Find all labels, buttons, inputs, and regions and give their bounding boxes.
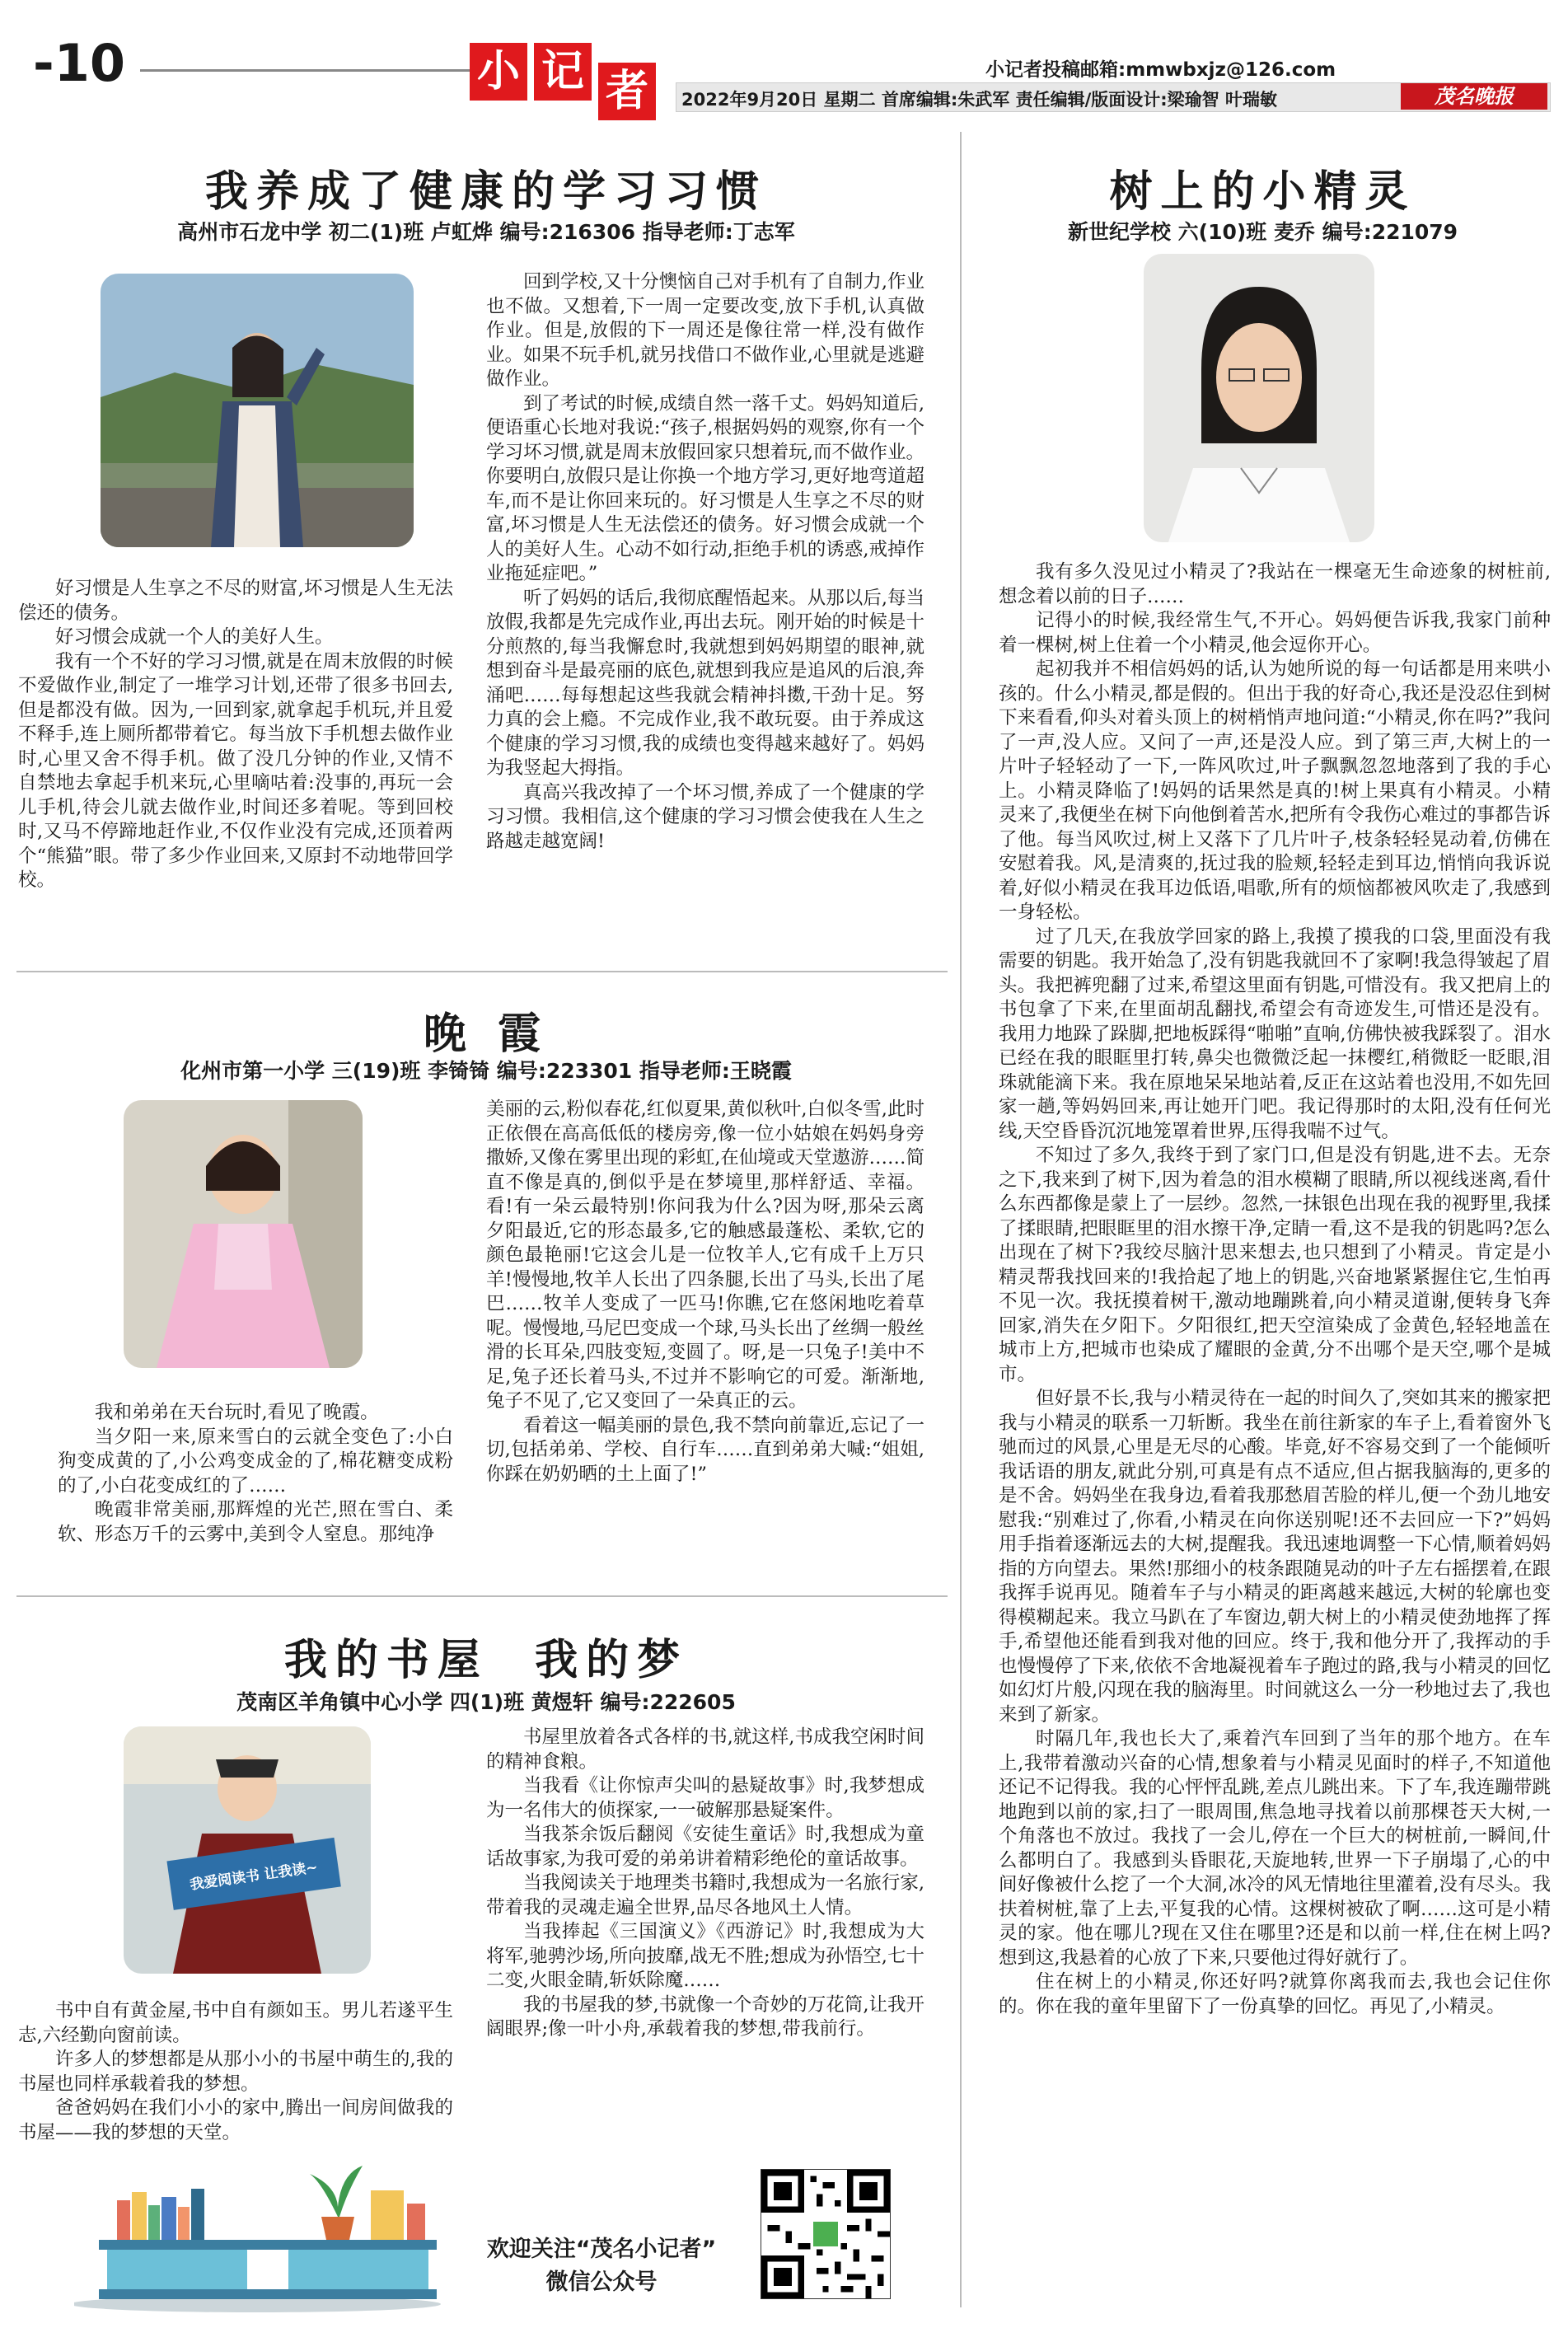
paragraph: 我的书屋我的梦,书就像一个奇妙的万花筒,让我开阔眼界;像一叶小舟,承载着我的梦想,带我前行。 [486, 1993, 924, 2040]
section-divider [16, 1595, 948, 1597]
section-divider [16, 971, 948, 972]
article-bookhouse-photo [124, 1726, 371, 1974]
submission-email: 小记者投稿邮箱:mmwbxjz@126.com [985, 59, 1336, 81]
article-habit-photo [101, 274, 414, 547]
article-sprite-photo [1144, 254, 1374, 542]
article-habit-col2 [486, 270, 924, 854]
paragraph: 不知过了多久,我终于到了家门口,但是没有钥匙,进不去。无奈之下,我来到了树下,因为着急的泪水模糊了眼睛,所以视线迷离,看什么东西都像是蒙上了一层纱。忽然,一抹银色出现在我的视野里,我揉了揉眼睛,把眼眶里的泪水擦干净,定睛一看,这不是我的钥匙吗?怎么出现在了树下?我绞尽脑汁思来想去,也只想到了小精灵。肯定是小精灵帮我找回来的!我拾起了地上的钥匙,兴奋地紧紧握住它,生怕再不见一次。我抚摸着树干,激动地蹦跳着,向小精灵道谢,便转身飞奔回家,消失在夕阳下。夕阳很红,把天空渲染成了金黄色,轻轻地盖在城市上方,把城市也染成了耀眼的金黄,分不出哪个是天空,哪个是城市。 [999, 1145, 1551, 1385]
paragraph: 听了妈妈的话后,我彻底醒悟起来。从那以后,每当放假,我都是先完成作业,再出去玩。刚开始的时候是十分煎熬的,每当我懈怠时,我就想到妈妈期望的眼神,就想到奋斗是最亮丽的底色,就想到我应是追风的后浪,奔涌吧……每每想起这些我就会精神抖擞,干劲十足。努力真的会上瘾。不完成作业,我不敢玩耍。由于养成这个健康的学习习惯,我的成绩也变得越来越好了。妈妈为我竖起大拇指。 [486, 587, 924, 779]
paragraph: 美丽的云,粉似春花,红似夏果,黄似秋叶,白似冬雪,此时正依偎在高高低低的楼房旁,像一位小姑娘在妈妈身旁撒娇,又像在雾里出现的彩虹,在仙境或天堂遨游……简直不像是真的,倒似乎是在梦境里,那样舒适、幸福。看!有一朵云最特别!你问我为什么?因为呀,那朵云离夕阳最近,它的形态最多,它的触感最蓬松、柔软,它的颜色最艳丽!它这会儿是一位牧羊人,它有成千上万只羊!慢慢地,牧羊人长出了四条腿,长出了马头,长出了尾巴……牧羊人变成了一匹马!你瞧,它在悠闲地吃着草呢。慢慢地,马尼巴变成一个球,马头长出了丝绸一般丝滑的长耳朵,四肢变短,变圆了。呀,是一只兔子!美中不足,兔子还长着马头,不过并不影响它的可爱。渐渐地,兔子不见了,它又变回了一朵真正的云。 [486, 1098, 924, 1412]
article-habit-col1 [18, 577, 453, 893]
article-sunset-byline: 化州市第一小学 三(19)班 李锜锜 编号:223301 指导老师:王晓霞 [180, 1059, 792, 1083]
paragraph: 我有多久没见过小精灵了?我站在一棵毫无生命迹象的树桩前,想念着以前的日子…… [999, 561, 1551, 607]
article-sunset-title: 晚 霞 [423, 1009, 550, 1059]
paragraph: 时隔几年,我也长大了,乘着汽车回到了当年的那个地方。在车上,我带着激动兴奋的心情,想象着与小精灵见面时的样子,不知道他还记不记得我。我的心怦怦乱跳,差点儿跳出来。下了车,我连蹦带跳地跑到以前的家,扫了一眼周围,焦急地寻找着以前那棵苍天大树,一个角落也不放过。我找了一会儿,停在一个巨大的树桩前,一瞬间,什么都明白了。我感到头昏眼花,天旋地转,世界一下子崩塌了,心的中间好像被什么挖了一个大洞,冰冷的风无情地往里灌着,没有尽头。我扶着树桩,靠了上去,平复我的心情。这棵树被砍了啊……这可是小精灵的家。他在哪儿?现在又住在哪里?还是和以前一样,住在树上吗?想到这,我悬着的心放了下来,只要他过得好就行了。 [999, 1728, 1551, 1969]
page-number: -10 [33, 33, 126, 93]
article-sprite-title: 树上的小精灵 [1109, 166, 1416, 217]
paragraph: 回到学校,又十分懊恼自己对手机有了自制力,作业也不做。又想着,下一周一定要改变,放下手机,认真做作业。但是,放假的下一周还是像往常一样,没有做作业。如果不玩手机,就另找借口不做作业,心里就是逃避做作业。 [486, 271, 924, 390]
paragraph: 住在树上的小精灵,你还好吗?就算你离我而去,我也会记住你的。你在我的童年里留下了一份真挚的回忆。再见了,小精灵。 [999, 1971, 1551, 2017]
paragraph: 当夕阳一来,原来雪白的云就全变色了:小白狗变成黄的了,小公鸡变成金的了,棉花糖变成粉的了,小白花变成红的了…… [58, 1426, 453, 1497]
article-habit-byline: 高州市石龙中学 初二(1)班 卢虹烨 编号:216306 指导老师:丁志军 [177, 220, 795, 244]
paragraph: 起初我并不相信妈妈的话,认为她所说的每一句话都是用来哄小孩的。什么小精灵,都是假的。但出于我的好奇心,我还是没忍住到树下来看看,仰头对着头顶上的树梢悄声地问道:“小精灵,你在吗?”我问了一声,没人应。又问了一声,还是没人应。到了第三声,大树上的一片叶子轻轻动了一下,一阵风吹过,叶子飘飘忽忽地落到了我的手心上。小精灵降临了!妈妈的话果然是真的!树上果真有小精灵。小精灵来了,我便坐在树下向他倒着苦水,把所有令我伤心难过的事都告诉了他。每当风吹过,树上又落下了几片叶子,枝条轻轻晃动着,仿佛在安慰着我。风,是清爽的,抚过我的脸颊,轻轻走到耳边,悄悄向我诉说着,好似小精灵在我耳边低语,唱歌,所有的烦恼都被风吹走了,我感到一身轻松。 [999, 658, 1551, 923]
article-sunset-photo [124, 1100, 363, 1368]
qr-code[interactable] [761, 2169, 891, 2299]
potted-plant-illustration [310, 2166, 363, 2240]
follow-text [461, 2233, 742, 2299]
bookshelf-illustration [74, 2157, 461, 2314]
article-sunset-col1 [58, 1401, 453, 1547]
paragraph: 爸爸妈妈在我们小小的家中,腾出一间房间做我的书屋——我的梦想的天堂。 [18, 2097, 453, 2143]
section-char-1: 小 [470, 43, 527, 101]
article-bookhouse-col1 [18, 1999, 453, 2145]
article-bookhouse-col2 [486, 1726, 924, 2042]
paragraph: 当我捧起《三国演义》《西游记》时,我想成为大将军,驰骋沙场,所向披靡,战无不胜;想成为孙悟空,七十二变,火眼金睛,斩妖除魔…… [486, 1921, 924, 1991]
dateline-text: 2022年9月20日 星期二 首席编辑:朱武军 责任编辑/版面设计:梁瑜智 叶瑞敏 [681, 90, 1277, 110]
article-bookhouse-title: 我的书屋 我的梦 [283, 1635, 689, 1685]
paragraph: 但好景不长,我与小精灵待在一起的时间久了,突如其来的搬家把我与小精灵的联系一刀斩断。我坐在前往新家的车子上,看着窗外飞驰而过的风景,心里是无尽的心酸。毕竟,好不容易交到了一个能倾听我话语的朋友,就此分别,可真是有点不适应,但占据我脑海的,更多的是不舍。妈妈坐在我身边,看着我那愁眉苦脸的样儿,便一个劲儿地安慰我:“别难过了,你看,小精灵在向你送别呢!还不去回应一下?”妈妈用手指着逐渐远去的大树,提醒我。我迅速地调整一下心情,顺着妈妈指的方向望去。果然!那细小的枝条跟随晃动的叶子左右摇摆着,在跟我挥手说再见。随着车子与小精灵的距离越来越远,大树的轮廓也变得模糊起来。我立马趴在了车窗边,朝大树上的小精灵使劲地挥了挥手,希望他还能看到我对他的回应。终于,我和他分开了,我挥动的手也慢慢停了下来,依依不舍地凝视着车子跑过的路,我与小精灵的回忆如幻灯片般,闪现在我的脑海里。时间就这么一分一秒地过去了,我也来到了新家。 [999, 1388, 1551, 1726]
paragraph: 许多人的梦想都是从那小小的书屋中萌生的,我的书屋也同样承载着我的梦想。 [18, 2049, 453, 2095]
paragraph: 当我看《让你惊声尖叫的悬疑故事》时,我梦想成为一名伟大的侦探家,一一破解那悬疑案件。 [486, 1775, 924, 1821]
paragraph: 书中自有黄金屋,书中自有颜如玉。男儿若遂平生志,六经勤向窗前读。 [18, 2000, 453, 2046]
column-divider [960, 132, 962, 2307]
paragraph: 我和弟弟在天台玩时,看见了晚霞。 [95, 1402, 379, 1423]
paragraph: 看着这一幅美丽的景色,我不禁向前靠近,忘记了一切,包括弟弟、学校、自行车……直到弟弟大喊:“姐姐,你踩在奶奶晒的土上面了!” [486, 1414, 924, 1485]
follow-text-line-2: 微信公众号 [545, 2269, 658, 2295]
photo-banner-text: 我爱阅读书 让我读~ [189, 1859, 319, 1894]
section-badge [470, 33, 667, 124]
paper-logo: 茂名晚报 [1401, 83, 1547, 110]
paragraph: 当我茶余饭后翻阅《安徒生童话》时,我想成为童话故事家,为我可爱的弟弟讲着精彩绝伦的童话故事。 [486, 1824, 924, 1870]
paragraph: 真高兴我改掉了一个坏习惯,养成了一个健康的学习习惯。我相信,这个健康的学习习惯会使我在人生之路越走越宽阔! [486, 781, 924, 852]
follow-text-line-1: 欢迎关注“茂名小记者” [486, 2237, 717, 2262]
paragraph: 我有一个不好的学习习惯,就是在周末放假的时候不爱做作业,制定了一堆学习计划,还带了很多书回去,但是都没有做。因为,一回到家,就拿起手机玩,并且爱不释手,连上厕所都带着它。每当放下手机想去做作业时,心里又舍不得手机。做了没几分钟的作业,又情不自禁地去拿起手机来玩,心里嘀咕着:没事的,再玩一会儿手机,待会儿就去做作业,时间还多着呢。等到回校时,又马不停蹄地赶作业,不仅作业没有完成,还顶着两个“熊猫”眼。带了多少作业回来,又原封不动地带回学校。 [18, 650, 453, 891]
paragraph: 好习惯会成就一个人的美好人生。 [55, 626, 334, 648]
article-sprite-byline: 新世纪学校 六(10)班 麦乔 编号:221079 [1067, 220, 1458, 244]
section-char-2: 记 [534, 43, 592, 101]
paragraph: 好习惯是人生享之不尽的财富,坏习惯是人生无法偿还的债务。 [18, 578, 453, 624]
paragraph: 晚霞非常美丽,那辉煌的光芒,照在雪白、柔软、形态万千的云雾中,美到令人窒息。那纯净 [58, 1499, 453, 1545]
paragraph: 记得小的时候,我经常生气,不开心。妈妈便告诉我,我家门前种着一棵树,树上住着一个小精灵,他会逗你开心。 [999, 610, 1551, 656]
paragraph: 过了几天,在我放学回家的路上,我摸了摸我的口袋,里面没有我需要的钥匙。我开始急了,没有钥匙我就回不了家啊!我急得皱起了眉头。我把裤兜翻了过来,希望这里面有钥匙,可惜没有。我又把肩上的书包拿了下来,在里面胡乱翻找,希望会有奇迹发生,可惜还是没有。我用力地跺了跺脚,把地板踩得“啪啪”直响,仿佛快被我踩裂了。泪水已经在我的眼眶里打转,鼻尖也微微泛起一抹樱红,稍微眨一眨眼,泪珠就能滴下来。我在原地呆呆地站着,反正在这站着也没用,不如先回家一趟,等妈妈回来,再让她开门吧。我记得那时的太阳,没有任何光线,天空昏昏沉沉地笼罩着世界,压得我喘不过气。 [999, 925, 1551, 1142]
article-habit-title: 我养成了健康的学习习惯 [204, 166, 767, 217]
article-sunset-col2 [486, 1098, 924, 1487]
paragraph: 到了考试的时候,成绩自然一落千丈。妈妈知道后,便语重心长地对我说:“孩子,根据妈妈的观察,你有一个学习坏习惯,就是周末放假回家只想着玩,而不做作业。你要明白,放假只是让你换一个地方学习,更好地弯道超车,而不是让你回来玩的。好习惯是人生享之不尽的财富,坏习惯是人生无法偿还的债务。好习惯会成就一个人的美好人生。心动不如行动,拒绝手机的诱惑,戒掉作业拖延症吧。” [486, 392, 924, 584]
section-char-3: 者 [598, 63, 656, 120]
paragraph: 当我阅读关于地理类书籍时,我想成为一名旅行家,带着我的灵魂走遍全世界,品尽各地风土人情。 [486, 1872, 924, 1918]
header-rule [140, 69, 470, 72]
article-bookhouse-byline: 茂南区羊角镇中心小学 四(1)班 黄煜轩 编号:222605 [236, 1690, 736, 1714]
article-sprite-body [999, 560, 1551, 2019]
paragraph: 书屋里放着各式各样的书,就这样,书成我空闲时间的精神食粮。 [486, 1726, 924, 1773]
